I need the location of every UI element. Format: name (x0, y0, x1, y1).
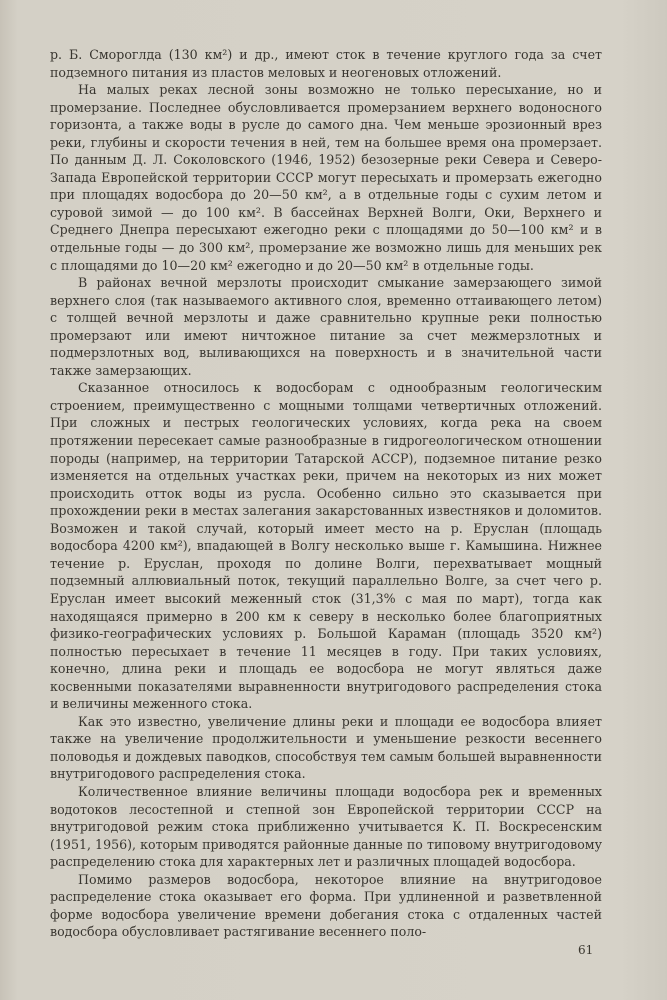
page-number: 61 (578, 943, 594, 957)
paragraph-7: Помимо размеров водосбора, некоторое влияние на внутригодовое распределение стока оказывает его форма. При удлиненной и разветвленной форме водосбора увеличение времени добегания стока с отдаленных частей водосбора обусловливает растягивание весеннего поло- (50, 871, 602, 940)
paragraph-5: Как это известно, увеличение длины реки и площади ее водосбора влияет также на увеличение продолжительности и уменьшение резкости весеннего половодья и дождевых паводков, способствуя тем самым большей выравненности внутригодового распределения стока. (50, 713, 602, 782)
paragraph-3: В районах вечной мерзлоты происходит смыкание замерзающего зимой верхнего слоя (так называемого активного слоя, временно оттаивающего летом) с толщей вечной мерзлоты и даже сравнительно крупные реки полностью промерзают или имеют ничтожное питание за счет межмерзлотных и подмерзлотных вод, выливающихся на поверхность и в значительной части также замерзающих. (50, 275, 602, 378)
text-column (50, 46, 602, 940)
paragraph-6: Количественное влияние величины площади водосбора рек и временных водотоков лесостепной и степной зон Европейской территории СССР на внутригодовой режим стока приближенно учитывается К. П. Воскресенским (1951, 1956), которым приводятся районные данные по типовому внутригодовому распределению стока для характерных лет и различных площадей водосбора. (50, 783, 602, 870)
paragraph-4: Сказанное относилось к водосборам с однообразным геологическим строением, преимущественно с мощными толщами четвертичных отложений. При сложных и пестрых геологических условиях, когда река на своем протяжении пересекает самые разнообразные в гидрогеологическом отношении породы (например, на территории Татарской АССР), подземное питание резко изменяется на отдельных участках реки, причем на некоторых из них может происходить отток воды из русла. Особенно сильно это сказывается при прохождении реки в местах залегания закарстованных известняков и доломитов. Возможен и такой случай, который имеет место на р. Еруслан (площадь водосбора 4200 км²), впадающей в Волгу несколько выше г. Камышина. Нижнее течение р. Еруслан, проходя по долине Волги, перехватывает мощный подземный аллювиальный поток, текущий параллельно Волге, за счет чего р. Еруслан имеет высокий меженный сток (31,3% с мая по март), тогда как находящаяся примерно в 200 км к северу в несколько более благоприятных физико-географических условиях р. Большой Караман (площадь 3520 км²) полностью пересыхает в течение 11 месяцев в году. При таких условиях, конечно, длина реки и площадь ее водосбора не могут являться даже косвенными показателями выравненности внутригодового распределения стока и величины меженного стока. (50, 380, 602, 712)
paragraph-2: На малых реках лесной зоны возможно не только пересыхание, но и промерзание. Последнее обусловливается промерзанием верхнего водоносного горизонта, а также воды в русле до самого дна. Чем меньше эрозионный врез реки, глубины и скорости течения в ней, тем на большее время она промерзает. По данным Д. Л. Соколовского (1946, 1952) безозерные реки Севера и Северо-Запада Европейской территории СССР могут пересыхать и промерзать ежегодно при площадях водосбора до 20—50 км², а в отдельные годы с сухим летом и суровой зимой — до 100 км². В бассейнах Верхней Волги, Оки, Верхнего и Среднего Днепра пересыхают ежегодно реки с площадями до 50—100 км² и в отдельные годы — до 300 км², промерзание же возможно лишь для меньших рек с площадями до 10—20 км² ежегодно и до 20—50 км² в отдельные годы. (50, 82, 602, 273)
paragraph-1: р. Б. Смороглда (130 км²) и др., имеют сток в течение круглого года за счет подземного питания из пластов меловых и неогеновых отложений. (50, 47, 602, 80)
